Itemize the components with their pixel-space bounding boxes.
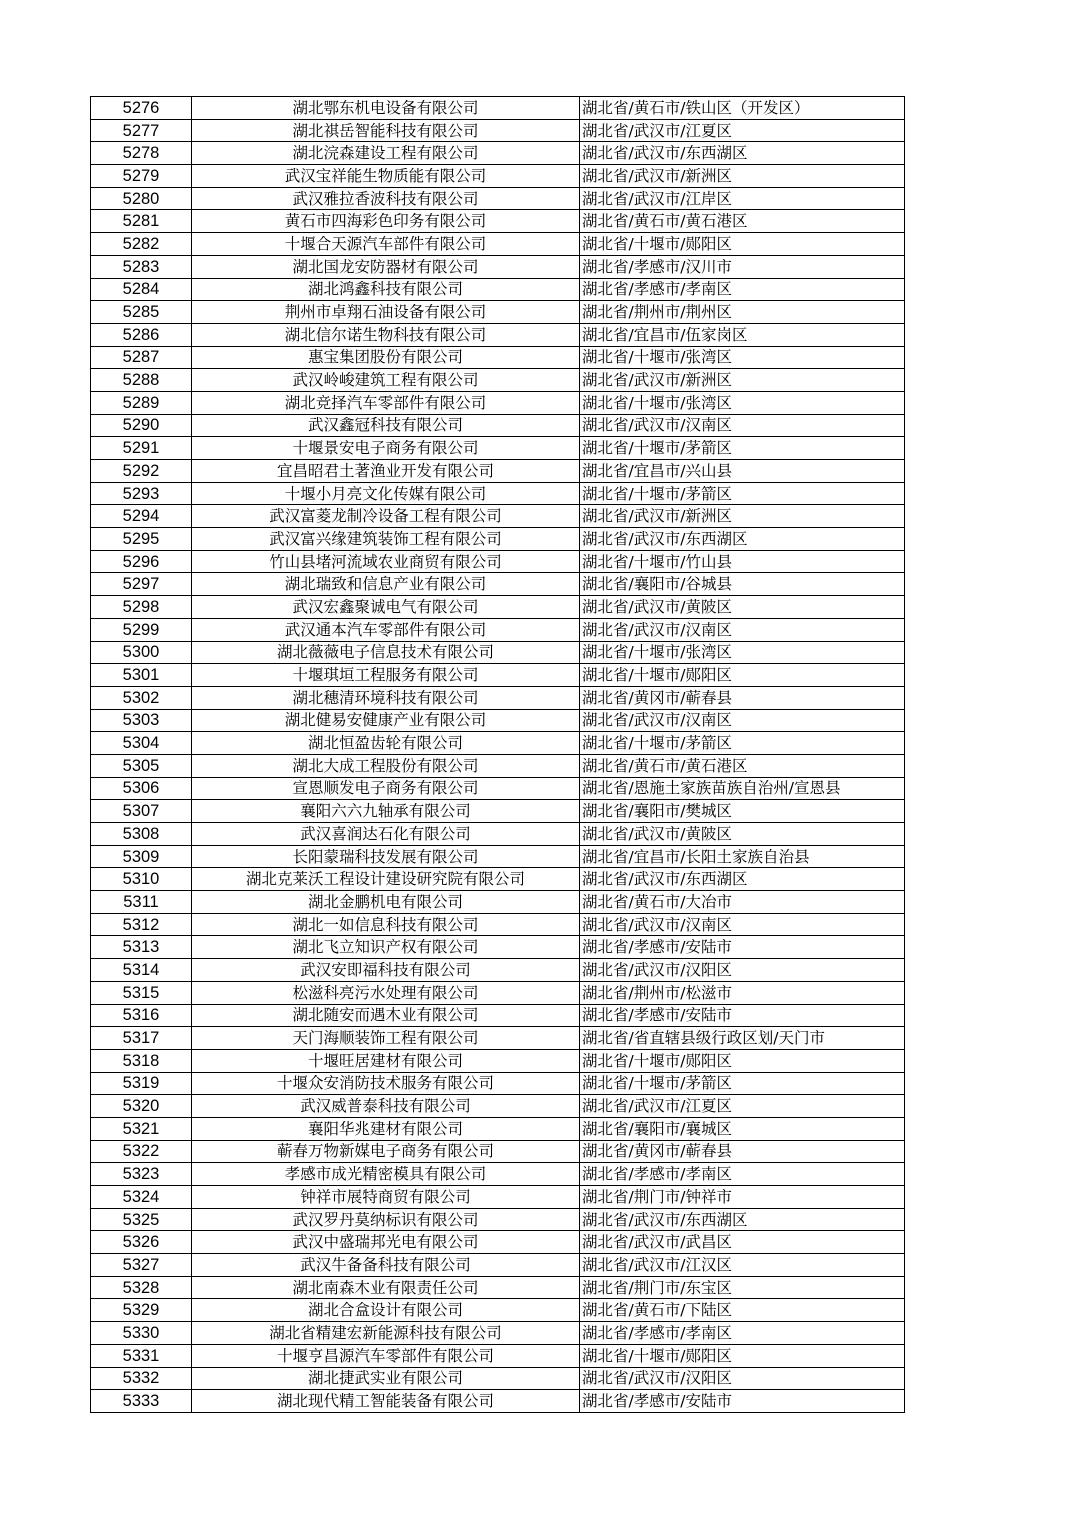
company-name: 湖北合盒设计有限公司 bbox=[192, 1299, 580, 1322]
company-name: 湖北鸿鑫科技有限公司 bbox=[192, 278, 580, 301]
company-region: 湖北省/孝感市/孝南区 bbox=[580, 1163, 905, 1186]
table-row bbox=[91, 97, 905, 120]
company-region: 湖北省/武汉市/汉南区 bbox=[580, 913, 905, 936]
row-number: 5281 bbox=[91, 210, 192, 233]
company-region: 湖北省/孝感市/安陆市 bbox=[580, 1390, 905, 1413]
row-number: 5301 bbox=[91, 664, 192, 687]
company-region: 湖北省/武汉市/汉南区 bbox=[580, 709, 905, 732]
company-region: 湖北省/黄石市/下陆区 bbox=[580, 1299, 905, 1322]
table-row bbox=[91, 823, 905, 846]
row-number: 5308 bbox=[91, 823, 192, 846]
company-region: 湖北省/荆州市/松滋市 bbox=[580, 981, 905, 1004]
company-name: 钟祥市展特商贸有限公司 bbox=[192, 1186, 580, 1209]
company-name: 武汉牛备备科技有限公司 bbox=[192, 1254, 580, 1277]
row-number: 5285 bbox=[91, 301, 192, 324]
row-number: 5312 bbox=[91, 913, 192, 936]
company-name: 湖北一如信息科技有限公司 bbox=[192, 913, 580, 936]
company-name: 十堰景安电子商务有限公司 bbox=[192, 437, 580, 460]
company-name: 黄石市四海彩色印务有限公司 bbox=[192, 210, 580, 233]
company-region: 湖北省/黄石市/黄石港区 bbox=[580, 754, 905, 777]
table-row bbox=[91, 754, 905, 777]
row-number: 5299 bbox=[91, 618, 192, 641]
company-region: 湖北省/黄石市/大冶市 bbox=[580, 891, 905, 914]
company-name: 武汉宝祥能生物质能有限公司 bbox=[192, 165, 580, 188]
row-number: 5287 bbox=[91, 346, 192, 369]
company-name: 十堰旺居建材有限公司 bbox=[192, 1049, 580, 1072]
company-name: 湖北恒盈齿轮有限公司 bbox=[192, 732, 580, 755]
row-number: 5306 bbox=[91, 777, 192, 800]
company-region: 湖北省/十堰市/茅箭区 bbox=[580, 482, 905, 505]
company-region: 湖北省/黄冈市/蕲春县 bbox=[580, 686, 905, 709]
company-region: 湖北省/十堰市/茅箭区 bbox=[580, 1072, 905, 1095]
company-list-body bbox=[91, 97, 905, 1413]
company-name: 湖北金鹏机电有限公司 bbox=[192, 891, 580, 914]
table-row bbox=[91, 573, 905, 596]
table-row bbox=[91, 709, 905, 732]
company-region: 湖北省/十堰市/茅箭区 bbox=[580, 732, 905, 755]
table-row bbox=[91, 1163, 905, 1186]
company-name: 十堰众安消防技术服务有限公司 bbox=[192, 1072, 580, 1095]
table-row bbox=[91, 1231, 905, 1254]
table-row bbox=[91, 618, 905, 641]
company-region: 湖北省/武汉市/东西湖区 bbox=[580, 868, 905, 891]
table-row bbox=[91, 1276, 905, 1299]
company-name: 湖北穗清环境科技有限公司 bbox=[192, 686, 580, 709]
company-name: 武汉雅拉香波科技有限公司 bbox=[192, 187, 580, 210]
company-name: 湖北薇薇电子信息技术有限公司 bbox=[192, 641, 580, 664]
company-region: 湖北省/十堰市/郧阳区 bbox=[580, 664, 905, 687]
table-row bbox=[91, 1208, 905, 1231]
row-number: 5315 bbox=[91, 981, 192, 1004]
company-name: 湖北鄂东机电设备有限公司 bbox=[192, 97, 580, 120]
table-row bbox=[91, 732, 905, 755]
table-row bbox=[91, 1117, 905, 1140]
row-number: 5332 bbox=[91, 1367, 192, 1390]
row-number: 5333 bbox=[91, 1390, 192, 1413]
table-row bbox=[91, 800, 905, 823]
table-row bbox=[91, 323, 905, 346]
company-name: 湖北国龙安防器材有限公司 bbox=[192, 255, 580, 278]
table-row bbox=[91, 278, 905, 301]
table-row bbox=[91, 1390, 905, 1413]
company-name: 湖北飞立知识产权有限公司 bbox=[192, 936, 580, 959]
company-region: 湖北省/武汉市/东西湖区 bbox=[580, 142, 905, 165]
row-number: 5328 bbox=[91, 1276, 192, 1299]
table-row bbox=[91, 664, 905, 687]
row-number: 5326 bbox=[91, 1231, 192, 1254]
row-number: 5293 bbox=[91, 482, 192, 505]
row-number: 5303 bbox=[91, 709, 192, 732]
table-row bbox=[91, 1186, 905, 1209]
table-row bbox=[91, 1049, 905, 1072]
company-region: 湖北省/荆门市/钟祥市 bbox=[580, 1186, 905, 1209]
company-region: 湖北省/黄石市/铁山区（开发区） bbox=[580, 97, 905, 120]
company-name: 武汉鑫冠科技有限公司 bbox=[192, 414, 580, 437]
table-row bbox=[91, 1367, 905, 1390]
table-row bbox=[91, 210, 905, 233]
company-name: 武汉喜润达石化有限公司 bbox=[192, 823, 580, 846]
row-number: 5289 bbox=[91, 391, 192, 414]
company-region: 湖北省/宜昌市/伍家岗区 bbox=[580, 323, 905, 346]
company-region: 湖北省/黄石市/黄石港区 bbox=[580, 210, 905, 233]
company-region: 湖北省/武汉市/新洲区 bbox=[580, 165, 905, 188]
table-row bbox=[91, 913, 905, 936]
table-row bbox=[91, 596, 905, 619]
row-number: 5321 bbox=[91, 1117, 192, 1140]
company-region: 湖北省/孝感市/孝南区 bbox=[580, 278, 905, 301]
company-region: 湖北省/襄阳市/樊城区 bbox=[580, 800, 905, 823]
company-region: 湖北省/十堰市/郧阳区 bbox=[580, 1344, 905, 1367]
company-region: 湖北省/武汉市/江岸区 bbox=[580, 187, 905, 210]
company-region: 湖北省/武汉市/东西湖区 bbox=[580, 1208, 905, 1231]
row-number: 5320 bbox=[91, 1095, 192, 1118]
table-row bbox=[91, 641, 905, 664]
company-region: 湖北省/荆州市/荆州区 bbox=[580, 301, 905, 324]
company-name: 长阳蒙瑞科技发展有限公司 bbox=[192, 845, 580, 868]
company-name: 湖北捷武实业有限公司 bbox=[192, 1367, 580, 1390]
row-number: 5277 bbox=[91, 119, 192, 142]
company-name: 湖北健易安健康产业有限公司 bbox=[192, 709, 580, 732]
row-number: 5291 bbox=[91, 437, 192, 460]
company-name: 竹山县堵河流域农业商贸有限公司 bbox=[192, 550, 580, 573]
row-number: 5317 bbox=[91, 1027, 192, 1050]
row-number: 5307 bbox=[91, 800, 192, 823]
row-number: 5324 bbox=[91, 1186, 192, 1209]
row-number: 5331 bbox=[91, 1344, 192, 1367]
row-number: 5288 bbox=[91, 369, 192, 392]
company-name: 湖北信尔诺生物科技有限公司 bbox=[192, 323, 580, 346]
company-name: 十堰合天源汽车部件有限公司 bbox=[192, 233, 580, 256]
row-number: 5284 bbox=[91, 278, 192, 301]
table-row bbox=[91, 187, 905, 210]
company-region: 湖北省/襄阳市/襄城区 bbox=[580, 1117, 905, 1140]
row-number: 5282 bbox=[91, 233, 192, 256]
table-row bbox=[91, 981, 905, 1004]
company-region: 湖北省/武汉市/新洲区 bbox=[580, 505, 905, 528]
table-row bbox=[91, 1322, 905, 1345]
table-row bbox=[91, 1344, 905, 1367]
company-name: 十堰小月亮文化传媒有限公司 bbox=[192, 482, 580, 505]
row-number: 5318 bbox=[91, 1049, 192, 1072]
company-region: 湖北省/黄冈市/蕲春县 bbox=[580, 1140, 905, 1163]
row-number: 5290 bbox=[91, 414, 192, 437]
table-row bbox=[91, 528, 905, 551]
table-row bbox=[91, 437, 905, 460]
table-row bbox=[91, 482, 905, 505]
row-number: 5297 bbox=[91, 573, 192, 596]
company-name: 武汉富兴缘建筑装饰工程有限公司 bbox=[192, 528, 580, 551]
table-row bbox=[91, 460, 905, 483]
company-name: 松滋科亮污水处理有限公司 bbox=[192, 981, 580, 1004]
table-row bbox=[91, 414, 905, 437]
company-region: 湖北省/省直辖县级行政区划/天门市 bbox=[580, 1027, 905, 1050]
company-name: 十堰亨昌源汽车零部件有限公司 bbox=[192, 1344, 580, 1367]
company-name: 天门海顺装饰工程有限公司 bbox=[192, 1027, 580, 1050]
company-list-table bbox=[90, 96, 905, 1413]
row-number: 5294 bbox=[91, 505, 192, 528]
row-number: 5298 bbox=[91, 596, 192, 619]
table-row bbox=[91, 1095, 905, 1118]
company-region: 湖北省/十堰市/张湾区 bbox=[580, 641, 905, 664]
company-region: 湖北省/武汉市/黄陂区 bbox=[580, 823, 905, 846]
row-number: 5311 bbox=[91, 891, 192, 914]
table-row bbox=[91, 233, 905, 256]
company-region: 湖北省/宜昌市/长阳土家族自治县 bbox=[580, 845, 905, 868]
company-region: 湖北省/孝感市/汉川市 bbox=[580, 255, 905, 278]
row-number: 5319 bbox=[91, 1072, 192, 1095]
company-name: 武汉安即福科技有限公司 bbox=[192, 959, 580, 982]
company-name: 武汉中盛瑞邦光电有限公司 bbox=[192, 1231, 580, 1254]
row-number: 5278 bbox=[91, 142, 192, 165]
company-region: 湖北省/武汉市/汉南区 bbox=[580, 414, 905, 437]
table-row bbox=[91, 1072, 905, 1095]
company-region: 湖北省/武汉市/江夏区 bbox=[580, 1095, 905, 1118]
company-name: 湖北克莱沃工程设计建设研究院有限公司 bbox=[192, 868, 580, 891]
company-region: 湖北省/武汉市/汉南区 bbox=[580, 618, 905, 641]
company-region: 湖北省/十堰市/张湾区 bbox=[580, 346, 905, 369]
company-region: 湖北省/襄阳市/谷城县 bbox=[580, 573, 905, 596]
company-region: 湖北省/孝感市/安陆市 bbox=[580, 936, 905, 959]
row-number: 5296 bbox=[91, 550, 192, 573]
table-row bbox=[91, 142, 905, 165]
table-row bbox=[91, 505, 905, 528]
row-number: 5295 bbox=[91, 528, 192, 551]
table-row bbox=[91, 369, 905, 392]
table-row bbox=[91, 550, 905, 573]
company-name: 惠宝集团股份有限公司 bbox=[192, 346, 580, 369]
table-row bbox=[91, 255, 905, 278]
company-region: 湖北省/十堰市/张湾区 bbox=[580, 391, 905, 414]
table-row bbox=[91, 1299, 905, 1322]
company-region: 湖北省/武汉市/江汉区 bbox=[580, 1254, 905, 1277]
company-name: 湖北大成工程股份有限公司 bbox=[192, 754, 580, 777]
table-row bbox=[91, 868, 905, 891]
company-name: 湖北南森木业有限责任公司 bbox=[192, 1276, 580, 1299]
company-region: 湖北省/十堰市/郧阳区 bbox=[580, 233, 905, 256]
company-region: 湖北省/武汉市/汉阳区 bbox=[580, 959, 905, 982]
table-row bbox=[91, 1140, 905, 1163]
company-region: 湖北省/孝感市/安陆市 bbox=[580, 1004, 905, 1027]
company-name: 湖北现代精工智能装备有限公司 bbox=[192, 1390, 580, 1413]
row-number: 5322 bbox=[91, 1140, 192, 1163]
table-row bbox=[91, 301, 905, 324]
company-name: 湖北瑞致和信息产业有限公司 bbox=[192, 573, 580, 596]
company-name: 襄阳六六九轴承有限公司 bbox=[192, 800, 580, 823]
table-row bbox=[91, 891, 905, 914]
table-row bbox=[91, 1027, 905, 1050]
company-name: 襄阳华兆建材有限公司 bbox=[192, 1117, 580, 1140]
row-number: 5292 bbox=[91, 460, 192, 483]
row-number: 5327 bbox=[91, 1254, 192, 1277]
table-row bbox=[91, 845, 905, 868]
company-name: 湖北随安而遇木业有限公司 bbox=[192, 1004, 580, 1027]
company-region: 湖北省/武汉市/黄陂区 bbox=[580, 596, 905, 619]
company-region: 湖北省/十堰市/郧阳区 bbox=[580, 1049, 905, 1072]
company-name: 湖北浣森建设工程有限公司 bbox=[192, 142, 580, 165]
row-number: 5330 bbox=[91, 1322, 192, 1345]
table-row bbox=[91, 119, 905, 142]
company-region: 湖北省/恩施土家族苗族自治州/宣恩县 bbox=[580, 777, 905, 800]
company-region: 湖北省/武汉市/汉阳区 bbox=[580, 1367, 905, 1390]
company-name: 孝感市成光精密模具有限公司 bbox=[192, 1163, 580, 1186]
company-region: 湖北省/十堰市/茅箭区 bbox=[580, 437, 905, 460]
company-region: 湖北省/武汉市/武昌区 bbox=[580, 1231, 905, 1254]
company-name: 湖北竞择汽车零部件有限公司 bbox=[192, 391, 580, 414]
company-name: 荆州市卓翔石油设备有限公司 bbox=[192, 301, 580, 324]
table-row bbox=[91, 391, 905, 414]
row-number: 5280 bbox=[91, 187, 192, 210]
company-name: 武汉威普泰科技有限公司 bbox=[192, 1095, 580, 1118]
row-number: 5314 bbox=[91, 959, 192, 982]
row-number: 5302 bbox=[91, 686, 192, 709]
company-name: 武汉罗丹莫纳标识有限公司 bbox=[192, 1208, 580, 1231]
table-row bbox=[91, 936, 905, 959]
table-row bbox=[91, 165, 905, 188]
row-number: 5305 bbox=[91, 754, 192, 777]
table-row bbox=[91, 959, 905, 982]
row-number: 5329 bbox=[91, 1299, 192, 1322]
table-row bbox=[91, 1004, 905, 1027]
company-region: 湖北省/十堰市/竹山县 bbox=[580, 550, 905, 573]
row-number: 5313 bbox=[91, 936, 192, 959]
company-region: 湖北省/武汉市/东西湖区 bbox=[580, 528, 905, 551]
table-row bbox=[91, 346, 905, 369]
row-number: 5283 bbox=[91, 255, 192, 278]
company-name: 蕲春万物新媒电子商务有限公司 bbox=[192, 1140, 580, 1163]
company-region: 湖北省/宜昌市/兴山县 bbox=[580, 460, 905, 483]
company-name: 武汉岭峻建筑工程有限公司 bbox=[192, 369, 580, 392]
company-name: 武汉富菱龙制冷设备工程有限公司 bbox=[192, 505, 580, 528]
row-number: 5309 bbox=[91, 845, 192, 868]
table-row bbox=[91, 777, 905, 800]
row-number: 5323 bbox=[91, 1163, 192, 1186]
row-number: 5279 bbox=[91, 165, 192, 188]
company-region: 湖北省/荆门市/东宝区 bbox=[580, 1276, 905, 1299]
row-number: 5300 bbox=[91, 641, 192, 664]
row-number: 5276 bbox=[91, 97, 192, 120]
company-name: 十堰琪垣工程服务有限公司 bbox=[192, 664, 580, 687]
row-number: 5286 bbox=[91, 323, 192, 346]
row-number: 5325 bbox=[91, 1208, 192, 1231]
company-name: 宣恩顺发电子商务有限公司 bbox=[192, 777, 580, 800]
company-name: 湖北省精建宏新能源科技有限公司 bbox=[192, 1322, 580, 1345]
company-region: 湖北省/武汉市/江夏区 bbox=[580, 119, 905, 142]
company-name: 武汉宏鑫聚诚电气有限公司 bbox=[192, 596, 580, 619]
company-name: 宜昌昭君土著渔业开发有限公司 bbox=[192, 460, 580, 483]
row-number: 5304 bbox=[91, 732, 192, 755]
company-name: 武汉通本汽车零部件有限公司 bbox=[192, 618, 580, 641]
company-region: 湖北省/孝感市/孝南区 bbox=[580, 1322, 905, 1345]
table-row bbox=[91, 686, 905, 709]
company-name: 湖北祺岳智能科技有限公司 bbox=[192, 119, 580, 142]
row-number: 5310 bbox=[91, 868, 192, 891]
company-region: 湖北省/武汉市/新洲区 bbox=[580, 369, 905, 392]
row-number: 5316 bbox=[91, 1004, 192, 1027]
table-row bbox=[91, 1254, 905, 1277]
